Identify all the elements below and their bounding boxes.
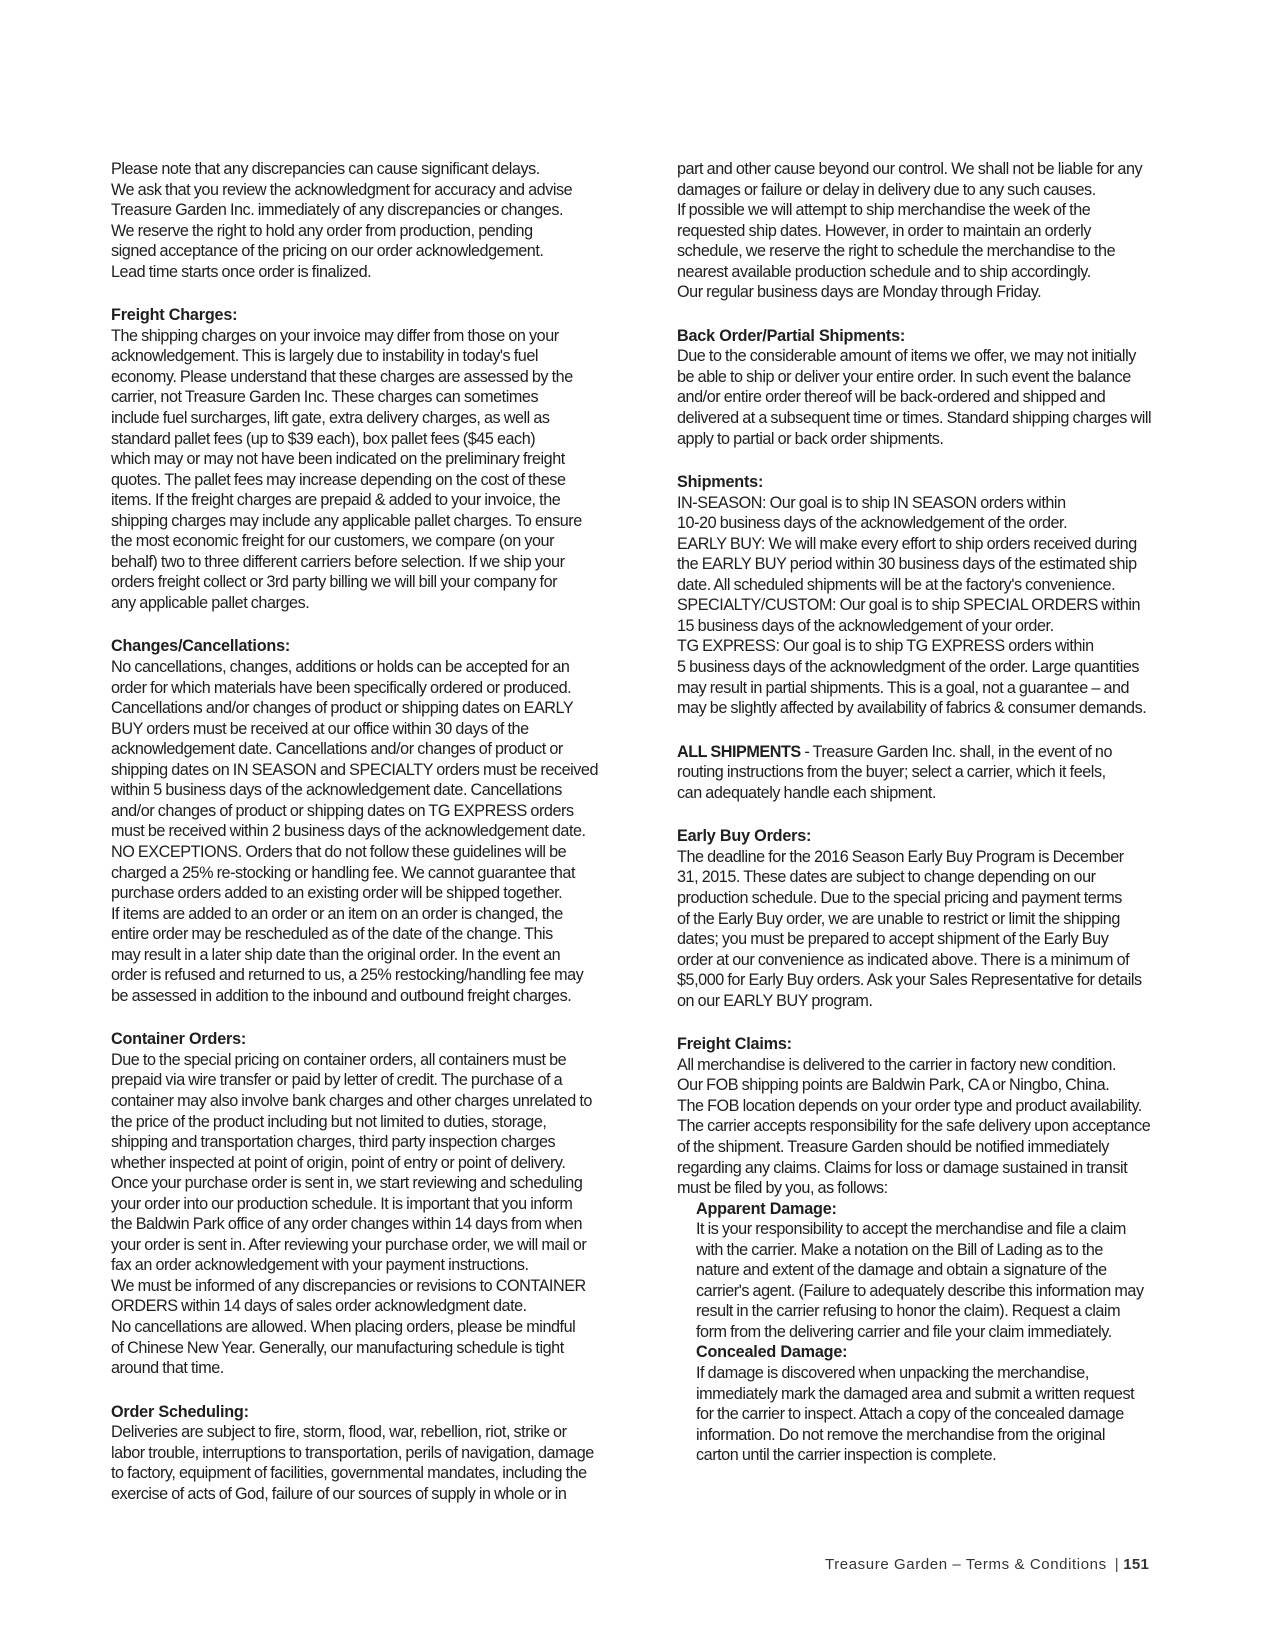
changes-cancellations-heading: Changes/Cancellations:: [111, 637, 291, 656]
order-scheduling-body: Deliveries are subject to fire, storm, flood, war, rebellion, riot, strike or labor trouble, interruptions to transportation, perils of navigation, damage to factory, equipment of facilities, governmental mandates, including the exercise of acts of God, failure of our sources of supply in whole or in: [111, 1423, 594, 1503]
early-buy-body: The deadline for the 2016 Season Early Buy Program is December 31, 2015. These dates are subject to change depending on our production schedule. Due to the special pricing and payment terms of the Early Buy order, we are unable to restrict or limit the shipping dates; you must be prepared to accept shipment of the Early Buy order at our convenience as indicated above. There is a minimum of $5,000 for Early Buy orders. Ask your Sales Representative for details on our EARLY BUY program.: [677, 847, 1142, 1010]
freight-charges-heading: Freight Charges:: [111, 306, 238, 325]
apparent-damage-body: It is your responsibility to accept the merchandise and file a claim with the carrier. Make a notation on the Bill of Lading as to the nature and extent of the damage and obtain a signature of the carrier's agent. (Failure to adequately describe this information may result in the carrier refusing to honor the claim). Request a claim form from the delivering carrier and file your claim immediately.: [696, 1220, 1144, 1341]
footer-title: Treasure Garden – Terms & Conditions: [825, 1556, 1107, 1573]
shipments-body: IN-SEASON: Our goal is to ship IN SEASON orders within 10-20 business days of the acknowledgement of the order. EARLY BUY: We will make every effort to ship orders received during the EARLY BUY period within 30 business days of the estimated ship date. All scheduled shipments will be at the factory's convenience. SPECIALTY/CUSTOM: Our goal is to ship SPECIAL ORDERS within 15 business days of the acknowledgement of your order. TG EXPRESS: Our goal is to ship TG EXPRESS orders within 5 business days of the acknowledgment of the order. Large quantities may result in partial shipments. This is a goal, not a guarantee – and may be slightly affected by availability of fabrics & consumer demands.: [677, 493, 1147, 718]
order-scheduling-heading: Order Scheduling:: [111, 1402, 249, 1421]
all-shipments-body: - Treasure Garden Inc. shall, in the event of no routing instructions from the buyer; select a carrier, which it feels, can adequately handle each shipment.: [677, 742, 1113, 802]
concealed-damage-heading: Concealed Damage:: [696, 1343, 848, 1362]
back-order-heading: Back Order/Partial Shipments:: [677, 326, 906, 345]
freight-claims-body: All merchandise is delivered to the carrier in factory new condition. Our FOB shipping points are Baldwin Park, CA or Ningbo, China. The FOB location depends on your order type and product availability. The carrier accepts responsibility for the safe delivery upon acceptance of the shipment. Treasure Garden should be notified immediately regarding any claims. Claims for loss or damage sustained in transit must be filed by you, as follows:: [677, 1055, 1151, 1198]
page-number: 151: [1123, 1556, 1150, 1573]
changes-cancellations-body: No cancellations, changes, additions or holds can be accepted for an order for which materials have been specifically ordered or produced. Cancellations and/or changes of product or shipping dates on EARLY BUY orders must be received at our office within 30 days of the acknowledgement date. Cancellations and/or changes of product or shipping dates on IN SEASON and SPECIALTY orders must be received within 5 business days of the acknowledgement date. Cancellations and/or changes of product or shipping dates on TG EXPRESS orders must be received within 2 business days of the acknowledgement date. NO EXCEPTIONS. Orders that do not follow these guidelines will be charged a 25% re-stocking or handling fee. We cannot guarantee that purchase orders added to an existing order will be shipped together. If items are added to an order or an item on an order is changed, the entire order may be rescheduled as of the date of the change. This may result in a later ship date than the original order. In the event an order is refused and returned to us, a 25% restocking/handling fee may be assessed in addition to the inbound and outbound freight charges.: [111, 658, 599, 1005]
intro-paragraph: Please note that any discrepancies can cause significant delays. We ask that you review the acknowledgment for accuracy and advise Treasure Garden Inc. immediately of any discrepancies or changes. We reserve the right to hold any order from production, pending signed acceptance of the pricing on our order acknowledgement. Lead time starts once order is finalized.: [111, 160, 573, 281]
right-column: [677, 159, 1197, 1466]
container-orders-body: Due to the special pricing on container orders, all containers must be prepaid via wire transfer or paid by letter of credit. The purchase of a container may also involve bank charges and other charges unrelated to the price of the product including but not limited to duties, storage, shipping and transportation charges, third party inspection charges whether inspected at point of origin, point of entry or point of delivery. Once your purchase order is sent in, we start reviewing and scheduling your order into our production schedule. It is important that you inform the Baldwin Park office of any order changes within 14 days from when your order is sent in. After reviewing your purchase order, we will mail or fax an order acknowledgement with your payment instructions. We must be informed of any discrepancies or revisions to CONTAINER ORDERS within 14 days of sales order acknowledgment date. No cancellations are allowed. When placing orders, please be mindful of Chinese New Year. Generally, our manufacturing schedule is tight around that time.: [111, 1050, 592, 1378]
page-footer: [825, 1556, 1149, 1573]
back-order-body: Due to the considerable amount of items we offer, we may not initially be able to ship or deliver your entire order. In such event the balance and/or entire order thereof will be back-ordered and shipped and delivered at a subsequent time or times. Standard shipping charges will apply to partial or back order shipments.: [677, 347, 1152, 448]
left-column: [111, 159, 626, 1504]
freight-claims-heading: Freight Claims:: [677, 1035, 792, 1054]
order-scheduling-continued: part and other cause beyond our control. We shall not be liable for any damages or failure or delay in delivery due to any such causes. If possible we will attempt to ship merchandise the week of the requested ship dates. However, in order to maintain an orderly schedule, we reserve the right to schedule the merchandise to the nearest available production schedule and to ship accordingly. Our regular business days are Monday through Friday.: [677, 160, 1143, 302]
early-buy-heading: Early Buy Orders:: [677, 827, 812, 846]
all-shipments-lead: ALL SHIPMENTS: [677, 742, 801, 761]
apparent-damage-heading: Apparent Damage:: [696, 1199, 837, 1218]
container-orders-heading: Container Orders:: [111, 1030, 247, 1049]
concealed-damage-body: If damage is discovered when unpacking the merchandise, immediately mark the damaged area and submit a written request for the carrier to inspect. Attach a copy of the concealed damage information. Do not remove the merchandise from the original carton until the carrier inspection is complete.: [696, 1363, 1135, 1465]
freight-charges-body: The shipping charges on your invoice may differ from those on your acknowledgement. This is largely due to instability in today's fuel economy. Please understand that these charges are assessed by the carrier, not Treasure Garden Inc. These charges can sometimes include fuel surcharges, lift gate, extra delivery charges, as well as standard pallet fees (up to $39 each), box pallet fees ($45 each) which may or may not have been indicated on the preliminary freight quotes. The pallet fees may increase depending on the cost of these items. If the freight charges are prepaid & added to your invoice, the shipping charges may include any applicable pallet charges. To ensure the most economic freight for our customers, we compare (on your behalf) two to three different carriers before selection. If we ship your orders freight collect or 3rd party billing we will bill your company for any applicable pallet charges.: [111, 326, 582, 612]
footer-separator: |: [1114, 1556, 1120, 1573]
all-shipments-paragraph: [677, 742, 1197, 804]
shipments-heading: Shipments:: [677, 473, 764, 492]
